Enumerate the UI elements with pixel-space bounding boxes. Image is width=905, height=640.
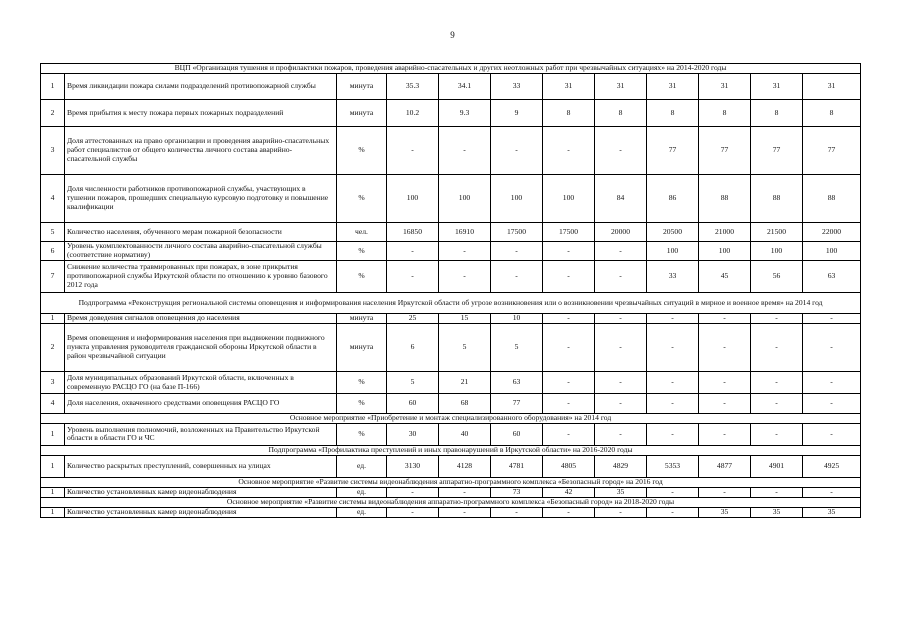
- value-cell: 17500: [491, 223, 543, 242]
- unit-cell: минута: [337, 74, 387, 100]
- value-cell: 21500: [751, 223, 803, 242]
- value-cell: 10.2: [387, 100, 439, 127]
- value-cell: -: [699, 314, 751, 324]
- value-cell: 35: [803, 507, 861, 517]
- unit-cell: ед.: [337, 455, 387, 477]
- value-cell: -: [543, 242, 595, 261]
- section-heading: Основное мероприятие «Развитие системы видеонаблюдения аппаратно-программного комплекса «Безопасный город» на 2016 год: [41, 477, 861, 487]
- table-row: [41, 455, 861, 477]
- value-cell: -: [699, 487, 751, 497]
- value-cell: -: [543, 261, 595, 293]
- value-cell: 10: [491, 314, 543, 324]
- value-cell: 5: [491, 324, 543, 372]
- value-cell: -: [439, 487, 491, 497]
- value-cell: 100: [491, 175, 543, 223]
- value-cell: -: [647, 372, 699, 394]
- row-number: 4: [41, 175, 65, 223]
- row-number: 2: [41, 100, 65, 127]
- section-heading-row: [41, 293, 861, 314]
- value-cell: -: [699, 324, 751, 372]
- value-cell: 4781: [491, 455, 543, 477]
- table-row: [41, 175, 861, 223]
- section-heading-row: [41, 64, 861, 74]
- value-cell: 31: [699, 74, 751, 100]
- value-cell: 21: [439, 372, 491, 394]
- value-cell: 25: [387, 314, 439, 324]
- value-cell: 100: [751, 242, 803, 261]
- value-cell: 22000: [803, 223, 861, 242]
- value-cell: 77: [491, 394, 543, 414]
- value-cell: 8: [647, 100, 699, 127]
- value-cell: -: [491, 127, 543, 175]
- section-heading: Основное мероприятие «Развитие системы видеонаблюдения аппаратно-программного комплекса «Безопасный город» на 2018-2020 годы: [41, 497, 861, 507]
- indicator-name: Время прибытия к месту пожара первых пожарных подразделений: [65, 100, 337, 127]
- value-cell: 100: [699, 242, 751, 261]
- value-cell: -: [387, 127, 439, 175]
- value-cell: -: [543, 127, 595, 175]
- value-cell: -: [439, 242, 491, 261]
- value-cell: 8: [543, 100, 595, 127]
- value-cell: 40: [439, 423, 491, 445]
- value-cell: -: [595, 324, 647, 372]
- value-cell: -: [699, 394, 751, 414]
- value-cell: 35: [595, 487, 647, 497]
- value-cell: -: [543, 507, 595, 517]
- value-cell: -: [803, 324, 861, 372]
- table-row: [41, 314, 861, 324]
- unit-cell: минута: [337, 324, 387, 372]
- value-cell: 31: [803, 74, 861, 100]
- value-cell: 5: [439, 324, 491, 372]
- value-cell: 68: [439, 394, 491, 414]
- table-row: [41, 507, 861, 517]
- value-cell: 9.3: [439, 100, 491, 127]
- row-number: 1: [41, 314, 65, 324]
- value-cell: 63: [803, 261, 861, 293]
- value-cell: 77: [803, 127, 861, 175]
- value-cell: -: [751, 487, 803, 497]
- row-number: 4: [41, 394, 65, 414]
- unit-cell: %: [337, 394, 387, 414]
- value-cell: -: [439, 261, 491, 293]
- section-heading: Подпрограмма «Профилактика преступлений и иных правонарушений в Иркутской области» на 2016-2020 годы: [41, 445, 861, 455]
- value-cell: 31: [595, 74, 647, 100]
- value-cell: -: [751, 423, 803, 445]
- unit-cell: ед.: [337, 507, 387, 517]
- value-cell: -: [803, 372, 861, 394]
- indicator-name: Снижение количества травмированных при пожарах, в зоне прикрытия противопожарной службы Иркутской области по отношению к уровню базового 2012 года: [65, 261, 337, 293]
- value-cell: 35: [699, 507, 751, 517]
- value-cell: 33: [491, 74, 543, 100]
- value-cell: -: [543, 372, 595, 394]
- value-cell: 8: [699, 100, 751, 127]
- value-cell: 63: [491, 372, 543, 394]
- value-cell: -: [647, 314, 699, 324]
- section-heading-row: [41, 497, 861, 507]
- value-cell: -: [491, 242, 543, 261]
- unit-cell: %: [337, 261, 387, 293]
- table-row: [41, 74, 861, 100]
- table-row: [41, 127, 861, 175]
- value-cell: 35.3: [387, 74, 439, 100]
- value-cell: -: [543, 394, 595, 414]
- section-heading-row: [41, 414, 861, 424]
- value-cell: -: [803, 394, 861, 414]
- value-cell: -: [803, 314, 861, 324]
- unit-cell: %: [337, 175, 387, 223]
- page-number: 9: [450, 30, 455, 40]
- value-cell: 73: [491, 487, 543, 497]
- indicator-name: Время доведения сигналов оповещения до населения: [65, 314, 337, 324]
- unit-cell: %: [337, 423, 387, 445]
- value-cell: -: [543, 324, 595, 372]
- value-cell: 88: [803, 175, 861, 223]
- value-cell: 9: [491, 100, 543, 127]
- value-cell: -: [543, 423, 595, 445]
- value-cell: 56: [751, 261, 803, 293]
- row-number: 1: [41, 423, 65, 445]
- value-cell: -: [647, 324, 699, 372]
- unit-cell: %: [337, 242, 387, 261]
- value-cell: 33: [647, 261, 699, 293]
- value-cell: -: [595, 127, 647, 175]
- value-cell: 60: [491, 423, 543, 445]
- value-cell: -: [387, 242, 439, 261]
- value-cell: -: [751, 394, 803, 414]
- value-cell: -: [751, 372, 803, 394]
- table-row: [41, 394, 861, 414]
- value-cell: 88: [699, 175, 751, 223]
- value-cell: -: [491, 507, 543, 517]
- table-body: [41, 64, 861, 518]
- indicator-name: Время оповещения и информирования населения при выдвижении подвижного пункта управления руководителя гражданской обороны Иркутской области в район чрезвычайной ситуации: [65, 324, 337, 372]
- value-cell: -: [595, 394, 647, 414]
- row-number: 3: [41, 127, 65, 175]
- row-number: 5: [41, 223, 65, 242]
- value-cell: 16850: [387, 223, 439, 242]
- value-cell: 4128: [439, 455, 491, 477]
- indicators-table: [40, 63, 861, 518]
- value-cell: -: [543, 314, 595, 324]
- value-cell: 42: [543, 487, 595, 497]
- value-cell: 100: [647, 242, 699, 261]
- value-cell: 84: [595, 175, 647, 223]
- value-cell: 4805: [543, 455, 595, 477]
- value-cell: 77: [699, 127, 751, 175]
- value-cell: 88: [751, 175, 803, 223]
- value-cell: 31: [751, 74, 803, 100]
- indicator-name: Доля населения, охваченного средствами оповещения РАСЦО ГО: [65, 394, 337, 414]
- value-cell: 8: [803, 100, 861, 127]
- indicator-name: Количество установленных камер видеонаблюдения: [65, 507, 337, 517]
- value-cell: 35: [751, 507, 803, 517]
- row-number: 1: [41, 455, 65, 477]
- indicator-name: Доля аттестованных на право организации и проведения аварийно-спасательных работ специалистов от общего количества личного состава аварийно-спасательной службы: [65, 127, 337, 175]
- value-cell: -: [647, 423, 699, 445]
- value-cell: 77: [751, 127, 803, 175]
- unit-cell: %: [337, 127, 387, 175]
- value-cell: -: [595, 242, 647, 261]
- table-row: [41, 100, 861, 127]
- value-cell: 17500: [543, 223, 595, 242]
- value-cell: -: [595, 507, 647, 517]
- row-number: 6: [41, 242, 65, 261]
- row-number: 2: [41, 324, 65, 372]
- value-cell: 15: [439, 314, 491, 324]
- unit-cell: минута: [337, 314, 387, 324]
- value-cell: 20500: [647, 223, 699, 242]
- value-cell: 100: [387, 175, 439, 223]
- value-cell: -: [387, 507, 439, 517]
- indicator-name: Количество населения, обученного мерам пожарной безопасности: [65, 223, 337, 242]
- value-cell: -: [595, 423, 647, 445]
- value-cell: 4877: [699, 455, 751, 477]
- row-number: 3: [41, 372, 65, 394]
- value-cell: 21000: [699, 223, 751, 242]
- value-cell: 5: [387, 372, 439, 394]
- value-cell: -: [439, 127, 491, 175]
- value-cell: -: [387, 261, 439, 293]
- table-row: [41, 423, 861, 445]
- table-row: [41, 324, 861, 372]
- section-heading: Основное мероприятие «Приобретение и монтаж специализированного оборудования» на 2014 год: [41, 414, 861, 424]
- value-cell: 60: [387, 394, 439, 414]
- indicator-name: Время ликвидации пожара силами подразделений противопожарной службы: [65, 74, 337, 100]
- value-cell: -: [647, 394, 699, 414]
- row-number: 1: [41, 507, 65, 517]
- value-cell: -: [387, 487, 439, 497]
- value-cell: 8: [595, 100, 647, 127]
- value-cell: 100: [803, 242, 861, 261]
- indicator-name: Доля численности работников противопожарной службы, участвующих в тушении пожаров, прошедших специальную курсовую подготовку и повышение квалификации: [65, 175, 337, 223]
- section-heading-row: [41, 477, 861, 487]
- value-cell: 100: [439, 175, 491, 223]
- value-cell: -: [491, 261, 543, 293]
- value-cell: 31: [647, 74, 699, 100]
- value-cell: 86: [647, 175, 699, 223]
- value-cell: 20000: [595, 223, 647, 242]
- value-cell: 5353: [647, 455, 699, 477]
- indicator-name: Количество установленных камер видеонаблюдения: [65, 487, 337, 497]
- value-cell: 16910: [439, 223, 491, 242]
- unit-cell: %: [337, 372, 387, 394]
- value-cell: -: [751, 314, 803, 324]
- value-cell: 45: [699, 261, 751, 293]
- value-cell: -: [699, 423, 751, 445]
- value-cell: 100: [543, 175, 595, 223]
- row-number: 7: [41, 261, 65, 293]
- value-cell: 34.1: [439, 74, 491, 100]
- value-cell: -: [647, 487, 699, 497]
- unit-cell: ед.: [337, 487, 387, 497]
- value-cell: -: [595, 314, 647, 324]
- row-number: 1: [41, 74, 65, 100]
- unit-cell: минута: [337, 100, 387, 127]
- indicator-name: Количество раскрытых преступлений, совершенных на улицах: [65, 455, 337, 477]
- section-heading: Подпрограмма «Реконструкция региональной системы оповещения и информирования населения Иркутской области об угрозе возникновения или о возникновении чрезвычайных ситуаций в мирное и военное время» на 2014 год: [41, 293, 861, 314]
- table-row: [41, 242, 861, 261]
- value-cell: -: [803, 487, 861, 497]
- table-row: [41, 487, 861, 497]
- value-cell: 8: [751, 100, 803, 127]
- value-cell: -: [647, 507, 699, 517]
- value-cell: 4901: [751, 455, 803, 477]
- value-cell: 3130: [387, 455, 439, 477]
- value-cell: -: [699, 372, 751, 394]
- table-row: [41, 372, 861, 394]
- section-heading: ВЦП «Организация тушения и профилактики пожаров, проведения аварийно-спасательных и других неотложных работ при чрезвычайных ситуациях» на 2014-2020 годы: [41, 64, 861, 74]
- value-cell: 31: [543, 74, 595, 100]
- value-cell: 77: [647, 127, 699, 175]
- row-number: 1: [41, 487, 65, 497]
- section-heading-row: [41, 445, 861, 455]
- table-row: [41, 223, 861, 242]
- value-cell: -: [803, 423, 861, 445]
- value-cell: 4925: [803, 455, 861, 477]
- indicator-name: Доля муниципальных образований Иркутской области, включенных в современную РАСЦО ГО (на базе П-166): [65, 372, 337, 394]
- value-cell: -: [751, 324, 803, 372]
- indicator-name: Уровень выполнения полномочий, возложенных на Правительство Иркутской области в области ГО и ЧС: [65, 423, 337, 445]
- value-cell: 6: [387, 324, 439, 372]
- table-row: [41, 261, 861, 293]
- value-cell: -: [439, 507, 491, 517]
- value-cell: -: [595, 261, 647, 293]
- unit-cell: чел.: [337, 223, 387, 242]
- indicator-name: Уровень укомплектованности личного состава аварийно-спасательной службы (соответствие нормативу): [65, 242, 337, 261]
- value-cell: 4829: [595, 455, 647, 477]
- value-cell: -: [595, 372, 647, 394]
- value-cell: 30: [387, 423, 439, 445]
